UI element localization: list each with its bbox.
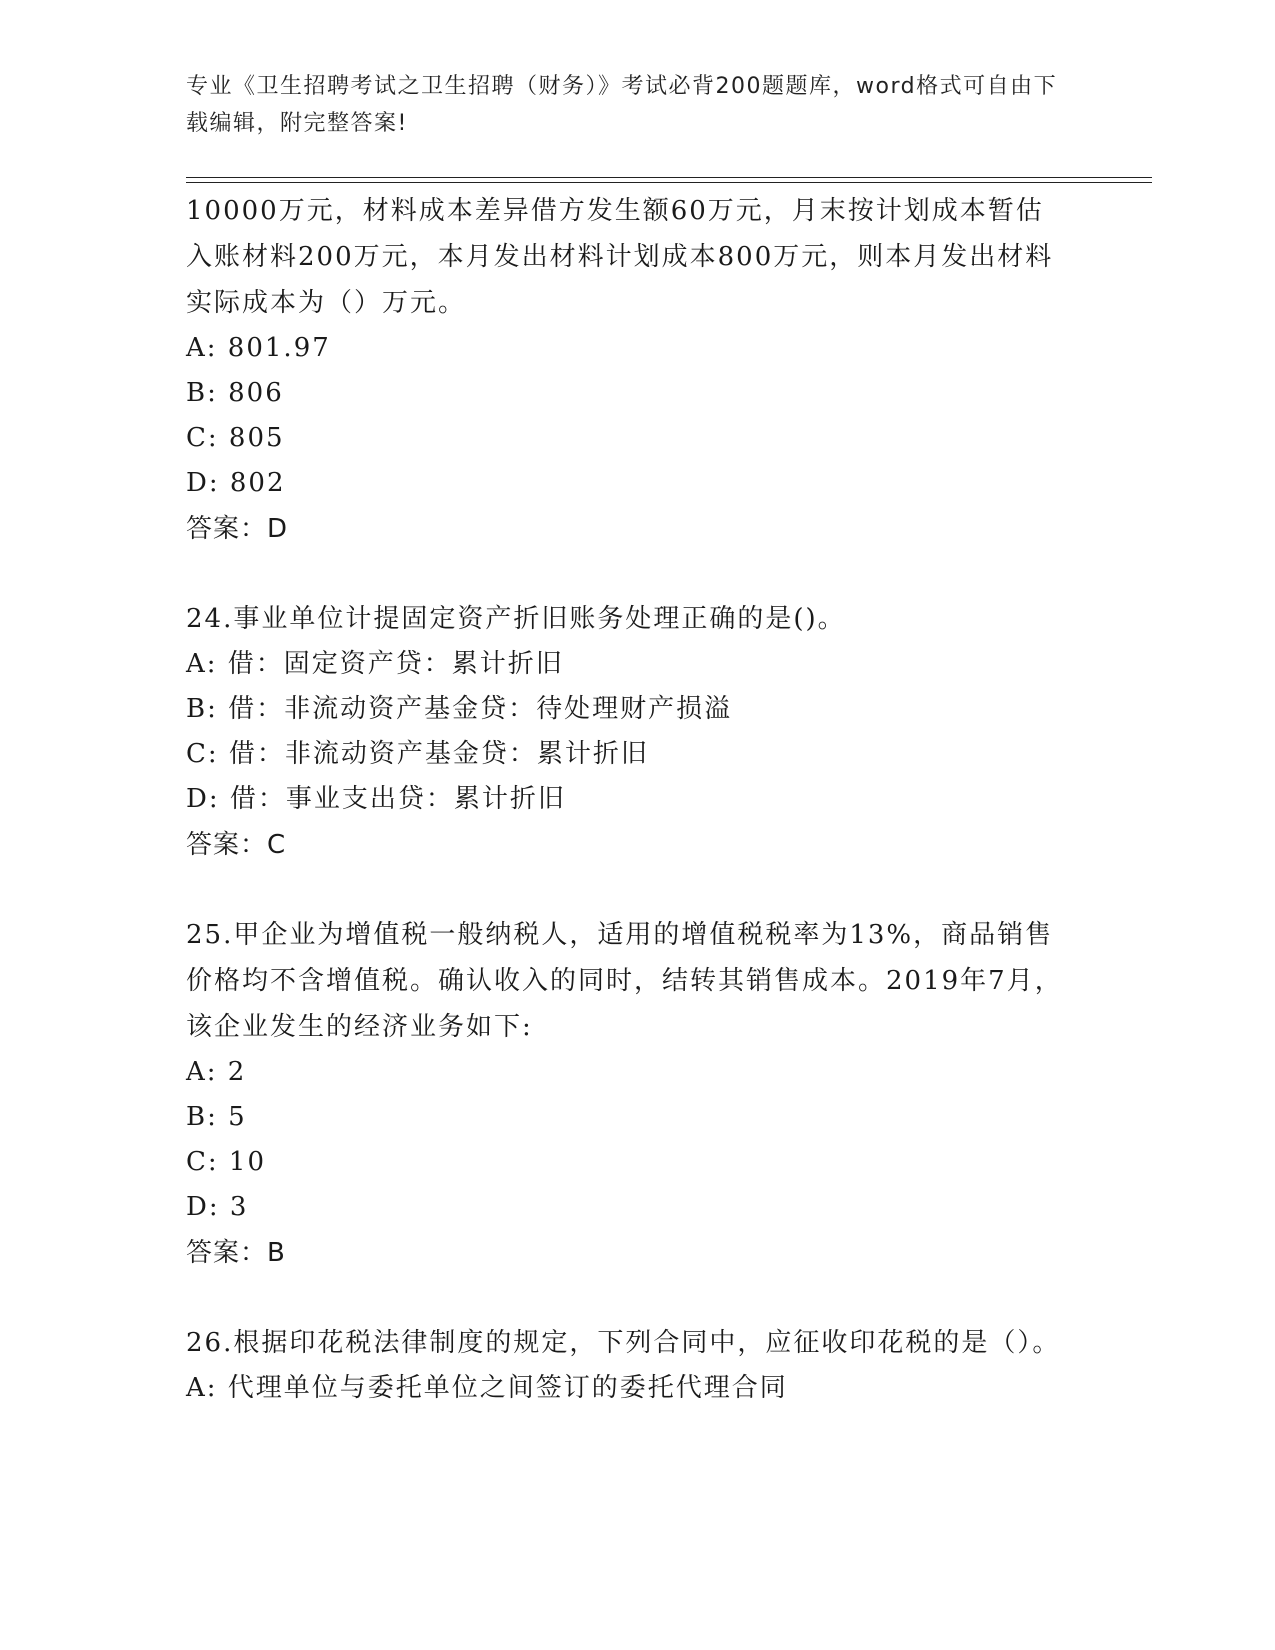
- option-c: C: 借：非流动资产基金贷：累计折旧: [186, 739, 649, 769]
- answer-line: 答案：C: [186, 830, 287, 860]
- option-d: D: 802: [186, 468, 286, 498]
- answer-line: 答案：D: [186, 514, 289, 544]
- option-d: D: 借：事业支出贷：累计折旧: [186, 784, 566, 814]
- header-divider-top: [186, 177, 1152, 178]
- question-block: [186, 1320, 1066, 1411]
- question-stem: 25.甲企业为增值税一般纳税人，适用的增值税税率为13%，商品销售价格均不含增值税。确认收入的同时，结转其销售成本。2019年7月，该企业发生的经济业务如下:: [186, 920, 1063, 1042]
- question-block: [186, 596, 1066, 868]
- option-a: A: 2: [186, 1057, 247, 1087]
- option-c: C: 10: [186, 1147, 267, 1177]
- question-stem: 24.事业单位计提固定资产折旧账务处理正确的是()。: [186, 604, 846, 634]
- option-d: D: 3: [186, 1192, 249, 1222]
- question-list: [186, 188, 1066, 1411]
- option-c: C: 805: [186, 423, 285, 453]
- option-a: A: 借：固定资产贷：累计折旧: [186, 649, 564, 679]
- header-divider-bottom: [186, 182, 1152, 183]
- question-block: [186, 188, 1066, 552]
- spacer: [186, 552, 1066, 596]
- option-a: A: 代理单位与委托单位之间签订的委托代理合同: [186, 1373, 788, 1403]
- spacer: [186, 868, 1066, 912]
- option-b: B: 806: [186, 378, 284, 408]
- question-stem: 26.根据印花税法律制度的规定，下列合同中，应征收印花税的是（）。: [186, 1328, 1061, 1358]
- option-b: B: 5: [186, 1102, 247, 1132]
- question-stem: 10000万元，材料成本差异借方发生额60万元，月末按计划成本暂估入账材料200万元，本月发出材料计划成本800万元，则本月发出材料实际成本为（）万元。: [186, 196, 1054, 318]
- option-b: B: 借：非流动资产基金贷：待处理财产损溢: [186, 694, 733, 724]
- spacer: [186, 1276, 1066, 1320]
- option-a: A: 801.97: [186, 333, 331, 363]
- question-block: [186, 912, 1066, 1276]
- document-header: 专业《卫生招聘考试之卫生招聘（财务）》考试必背200题题库，word格式可自由下载编辑，附完整答案!: [186, 74, 1058, 136]
- answer-line: 答案：B: [186, 1238, 286, 1268]
